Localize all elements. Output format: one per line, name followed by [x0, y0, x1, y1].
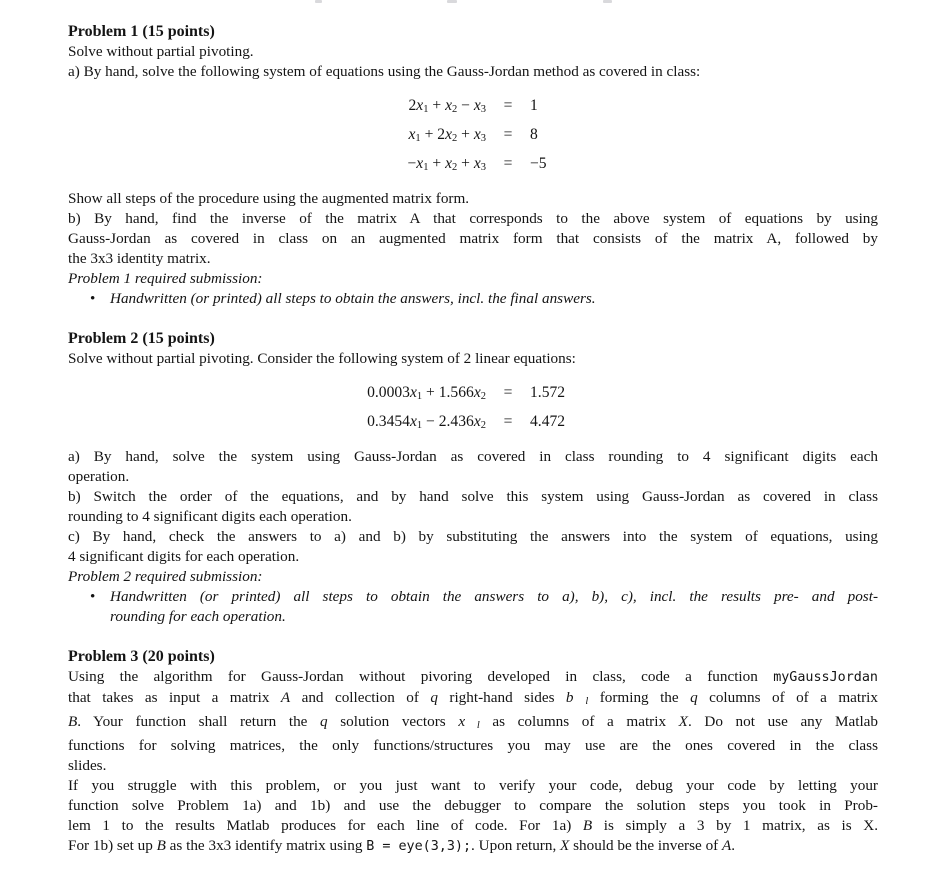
text-segment: x	[445, 97, 452, 114]
text-segment: q	[690, 689, 698, 706]
text-segment: 0.3454	[367, 413, 410, 430]
text-line	[68, 688, 878, 712]
text-segment: If you struggle with this problem, or you just want to verify your code, debug your code by letting your	[68, 777, 878, 794]
text-segment: the 3x3 identity matrix.	[68, 250, 211, 267]
equals-sign: =	[503, 413, 513, 430]
text-segment: l	[476, 720, 480, 731]
text-segment: 2	[480, 420, 486, 431]
equals-sign: =	[503, 384, 513, 401]
text-segment: 4 significant digits for each operation.	[68, 548, 300, 565]
cropped-glyph	[315, 0, 322, 3]
text-line	[68, 836, 878, 857]
problem-section-3	[68, 647, 878, 857]
text-segment: that takes as input a matrix	[68, 689, 281, 706]
equation-rhs	[530, 409, 660, 438]
text-line	[68, 62, 878, 82]
text-segment: x	[409, 413, 417, 430]
text-line	[110, 587, 878, 607]
document-content	[68, 22, 878, 857]
problem-section-1	[68, 22, 878, 309]
text-segment: Problem 2 required submission:	[68, 568, 263, 585]
text-segment: x	[473, 155, 481, 172]
text-segment: − 2.436	[422, 413, 474, 430]
text-line	[68, 527, 878, 547]
text-segment: x	[408, 126, 416, 143]
bullet-marker: •	[90, 290, 96, 307]
text-segment: functions for solving matrices, the only functions/structures you may use are the ones covered in the class	[68, 737, 878, 754]
text-segment: 2	[480, 391, 486, 402]
text-segment: c) By hand, check the answers to a) and b) by substituting the answers into the system of equations, using	[68, 528, 878, 545]
text-segment: x	[416, 97, 424, 114]
text-segment: 1	[415, 133, 421, 144]
text-segment: solution vectors	[327, 713, 459, 730]
bullet-item	[68, 289, 878, 309]
equals-sign: =	[503, 97, 513, 114]
text-segment: right-hand sides	[437, 689, 566, 706]
text-line	[68, 467, 878, 487]
equation-lhs	[286, 93, 486, 122]
text-segment: +	[457, 155, 474, 172]
text-segment: −	[407, 155, 417, 172]
text-segment: forming the	[588, 689, 691, 706]
text-segment: B	[68, 713, 78, 730]
text-segment: For 1b) set up	[68, 837, 157, 854]
text-segment: 2	[451, 104, 458, 115]
text-line	[68, 712, 878, 736]
problem-section-2	[68, 329, 878, 627]
text-line	[68, 249, 878, 269]
text-segment: 3	[480, 162, 486, 173]
problem-heading	[68, 647, 878, 667]
text-segment: X	[678, 713, 688, 730]
text-segment: operation.	[68, 468, 130, 485]
equation-rhs	[530, 93, 660, 122]
equation-row	[68, 93, 878, 122]
equation-rhs	[530, 151, 660, 180]
text-segment: Problem 1 (15 points)	[68, 23, 215, 40]
bullet-marker: •	[90, 588, 96, 605]
text-segment: Handwritten (or printed) all steps to obtain the answers to a), b), c), incl. the results pre- and post-	[110, 588, 878, 605]
text-line	[110, 607, 878, 627]
text-segment: x	[409, 384, 417, 401]
equation-lhs	[286, 122, 486, 151]
equation-lhs	[286, 151, 486, 180]
text-segment: and collection of	[290, 689, 431, 706]
equation-block	[68, 93, 878, 180]
text-segment: B	[582, 817, 593, 834]
text-line	[68, 547, 878, 567]
text-segment: . Your function shall return the	[77, 713, 321, 730]
text-segment: 1	[416, 391, 423, 402]
text-segment: function solve Problem 1a) and 1b) and use the debugger to compare the solution steps you took in Prob-	[68, 797, 878, 814]
text-line	[68, 487, 878, 507]
equation-rhs	[530, 122, 660, 151]
text-segment: x	[416, 155, 424, 172]
text-segment: 8	[530, 126, 538, 143]
cropped-text-fragment	[0, 0, 942, 5]
text-segment: lem 1 to the results Matlab produces for each line of code. For 1a)	[68, 817, 583, 834]
text-segment: a) By hand, solve the following system of equations using the Gauss-Jordan method as covered in class:	[68, 63, 701, 80]
text-segment: x	[473, 97, 481, 114]
equation-lhs	[286, 409, 486, 438]
text-segment: 4.472	[530, 413, 566, 430]
text-line	[68, 816, 878, 836]
text-line	[68, 756, 878, 776]
text-segment: 1	[423, 162, 429, 173]
equation-row	[68, 380, 878, 409]
text-line	[68, 567, 878, 587]
text-segment: 3	[480, 133, 486, 144]
equation-row	[68, 151, 878, 180]
text-segment: +	[457, 126, 474, 143]
cropped-glyph	[603, 0, 612, 3]
text-segment: B	[156, 837, 166, 854]
text-line	[110, 289, 878, 309]
text-segment: Solve without partial pivoting. Consider the following system of 2 linear equations:	[68, 350, 576, 367]
text-line	[68, 229, 878, 249]
text-segment: 1	[530, 97, 538, 114]
text-segment: b⃗	[565, 689, 586, 706]
text-line	[68, 209, 878, 229]
equals-sign: =	[503, 126, 513, 143]
text-segment: 2	[451, 162, 458, 173]
text-segment: 1	[416, 420, 423, 431]
text-segment: +	[428, 155, 446, 172]
text-segment: is simply a 3 by 1 matrix, as is X.	[592, 817, 878, 834]
text-line	[68, 507, 878, 527]
text-segment: X	[560, 837, 570, 854]
text-line	[68, 269, 878, 289]
text-segment: +	[428, 97, 446, 114]
text-segment: b) By hand, find the inverse of the matrix A that corresponds to the above system of equations by using	[68, 210, 878, 227]
bullet-item	[68, 587, 878, 627]
text-segment: 1	[423, 104, 429, 115]
text-segment: b) Switch the order of the equations, and by hand solve this system using Gauss-Jordan as covered in class	[68, 488, 878, 505]
text-segment: myGaussJordan	[773, 670, 878, 685]
text-segment: slides.	[68, 757, 107, 774]
text-segment: A	[722, 837, 732, 854]
text-line	[68, 796, 878, 816]
text-segment: Gauss-Jordan as covered in class on an augmented matrix form that consists of the matrix A, followed by	[68, 230, 878, 247]
text-segment: as columns of a matrix	[479, 713, 679, 730]
text-segment: x⃗	[458, 713, 477, 730]
text-segment: Solve without partial pivoting.	[68, 43, 254, 60]
text-segment: rounding to 4 significant digits each operation.	[68, 508, 352, 525]
problem-heading	[68, 22, 878, 42]
text-segment: a) By hand, solve the system using Gauss-Jordan as covered in class rounding to 4 significant digits each	[68, 448, 878, 465]
text-line	[68, 736, 878, 756]
text-segment: Problem 1 required submission:	[68, 270, 263, 287]
text-segment: as the 3x3 identify matrix using	[165, 837, 367, 854]
text-segment: q	[430, 689, 438, 706]
text-segment: .	[731, 837, 736, 854]
text-segment: x	[473, 126, 481, 143]
equation-row	[68, 122, 878, 151]
text-segment: 0.0003	[367, 384, 410, 401]
text-segment: A	[280, 689, 291, 706]
text-line	[68, 667, 878, 688]
text-segment: Problem 3 (20 points)	[68, 648, 215, 665]
text-line	[68, 447, 878, 467]
text-line	[68, 189, 878, 209]
text-segment: 1.572	[530, 384, 566, 401]
text-segment: Using the algorithm for Gauss-Jordan without pivoring developed in class, code a function	[68, 668, 774, 685]
equation-lhs	[286, 380, 486, 409]
text-segment: x	[445, 155, 452, 172]
text-segment: B = eye(3,3);	[366, 839, 472, 854]
text-segment: −5	[530, 155, 547, 172]
text-segment: x	[473, 413, 481, 430]
bullet-text	[110, 289, 878, 309]
text-segment: l	[585, 696, 589, 707]
text-segment: + 1.566	[422, 384, 474, 401]
text-segment: q	[320, 713, 328, 730]
text-segment: . Upon return,	[471, 837, 561, 854]
text-line	[68, 42, 878, 62]
text-segment: should be the inverse of	[569, 837, 723, 854]
text-segment: + 2	[420, 126, 446, 143]
text-segment: Handwritten (or printed) all steps to obtain the answers, incl. the final answers.	[110, 290, 596, 307]
text-line	[68, 349, 878, 369]
text-segment: 2	[451, 133, 458, 144]
text-line	[68, 776, 878, 796]
text-segment: Show all steps of the procedure using the augmented matrix form.	[68, 190, 470, 207]
equation-block	[68, 380, 878, 438]
text-segment: rounding for each operation.	[110, 608, 286, 625]
text-segment: x	[473, 384, 481, 401]
cropped-glyph	[447, 0, 457, 3]
equation-rhs	[530, 380, 660, 409]
text-segment: Problem 2 (15 points)	[68, 330, 215, 347]
problem-heading	[68, 329, 878, 349]
bullet-text	[110, 587, 878, 627]
text-segment: −	[457, 97, 474, 114]
text-segment: 3	[480, 104, 486, 115]
text-segment: . Do not use any Matlab	[687, 713, 879, 730]
equation-row	[68, 409, 878, 438]
text-segment: 2	[408, 97, 417, 114]
equals-sign: =	[503, 155, 513, 172]
text-segment: columns of of a matrix	[697, 689, 878, 706]
text-segment: x	[445, 126, 452, 143]
